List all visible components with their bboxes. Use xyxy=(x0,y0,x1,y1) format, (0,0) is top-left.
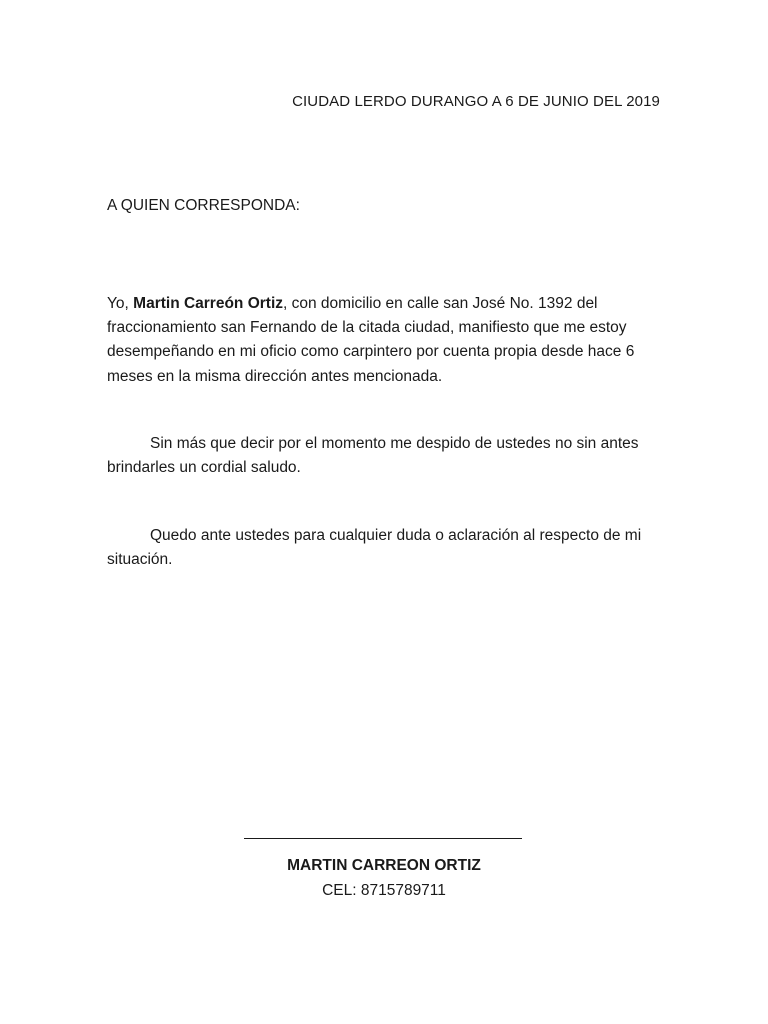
signature-phone-text: CEL: 8715789711 xyxy=(322,882,446,899)
date-line: CIUDAD LERDO DURANGO A 6 DE JUNIO DEL 2019 xyxy=(292,93,660,110)
paragraph-farewell: Sin más que decir por el momento me despido de ustedes no sin antes brindarles un cordial saludo. xyxy=(107,435,639,477)
paragraph-closing: Quedo ante ustedes para cualquier duda o aclaración al respecto de mi situación. xyxy=(107,527,642,569)
signature-phone xyxy=(0,882,768,900)
declaration-body: , con domicilio en calle san José No. 1392 del fraccionamiento san Fernando de la citada ciudad, manifiesto que me estoy desempeñando en mi oficio como carpintero por cuenta propia desde hace 6 meses en la misma dirección antes mencionada. xyxy=(107,295,635,385)
signature-name-text: MARTIN CARREON ORTIZ xyxy=(287,857,481,874)
signature-line xyxy=(244,838,522,839)
salutation: A QUIEN CORRESPONDA: xyxy=(107,197,300,214)
declaration-intro: Yo, xyxy=(107,295,134,312)
declarant-name: Martin Carreón Ortiz xyxy=(133,295,284,312)
signature-name xyxy=(0,857,768,875)
paragraph-declaration xyxy=(107,292,667,389)
